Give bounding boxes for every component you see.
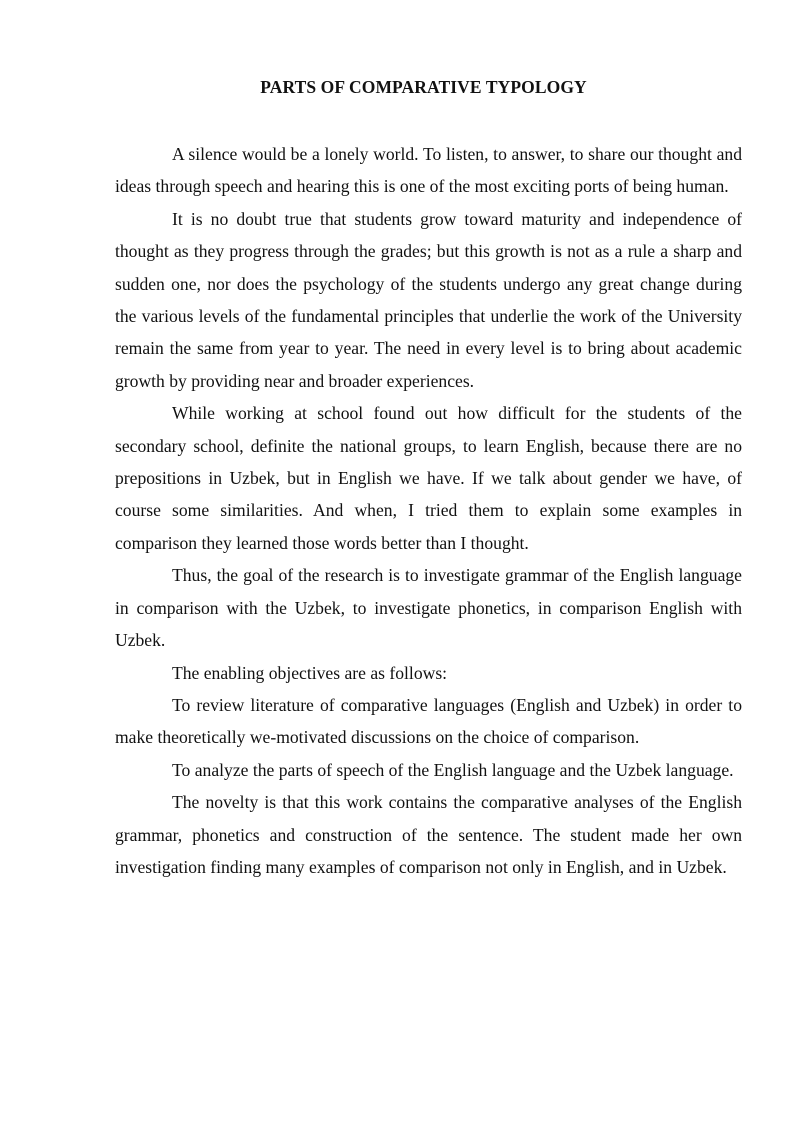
paragraph-objectives-heading: The enabling objectives are as follows: bbox=[172, 662, 448, 683]
document-title: PARTS OF COMPARATIVE TYPOLOGY bbox=[260, 77, 587, 97]
paragraph-objective-review: To review literature of comparative languages (English and Uzbek) in order to make theoretically we-motivated discussions on the choice of comparison. bbox=[115, 694, 742, 748]
paragraph-objective-analyze: To analyze the parts of speech of the English language and the Uzbek language. bbox=[172, 759, 734, 780]
paragraph-research-goal: Thus, the goal of the research is to investigate grammar of the English language in comparison with the Uzbek, to investigate phonetics, in comparison English with Uzbek. bbox=[115, 565, 742, 651]
paragraph-novelty: The novelty is that this work contains the comparative analyses of the English grammar, phonetics and construction of the sentence. The student made her own investigation finding many examples of comparison not only in English, and in Uzbek. bbox=[115, 792, 742, 877]
paragraph-growth: It is no doubt true that students grow toward maturity and independence of thought as they progress through the grades; but this growth is not as a rule a sharp and sudden one, nor does the psychology of the students undergo any great change during the various levels of the fundamental principles that underlie the work of the University remain the same from year to year. The need in every level is to bring about academic growth by providing near and broader experiences. bbox=[115, 208, 742, 391]
paragraph-school-experience: While working at school found out how difficult for the students of the secondary school, definite the national groups, to learn English, because there are no prepositions in Uzbek, but in English we have. If we talk about gender we have, of course some similarities. And when, I tried them to explain some examples in comparison they learned those words better than I thought. bbox=[115, 403, 742, 553]
paragraph-intro: A silence would be a lonely world. To listen, to answer, to share our thought and ideas through speech and hearing this is one of the most exciting ports of being human. bbox=[115, 144, 742, 197]
